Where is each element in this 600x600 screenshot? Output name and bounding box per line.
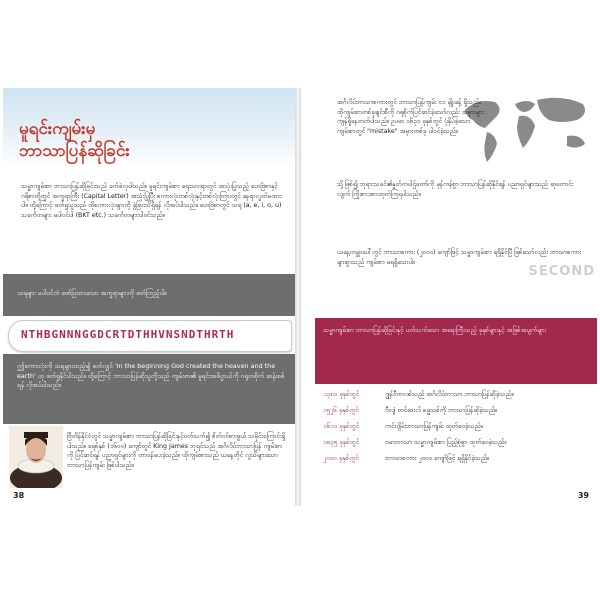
timeline-desc: ကင်းဂျိမ်းဘာသာပြန်ကျမ်း ထုတ်ဝေခဲ့သည်။	[385, 423, 483, 430]
timeline-row	[323, 454, 585, 463]
timeline-date: ၁၆၁၁ ခုနှစ်တွင်	[323, 423, 360, 430]
explanation-text: ဤစကားလုံးကို သရများထည့်၍ ဖတ်လျှင် 'In the beginning God created the heaven and the earth' ဟု ဖတ်ရှုနိုင်ပါသည်။ ထို့ကြောင့် ဘာသာပြန်ဆိုသူတို့သည် ကျမ်းစာ၏ မူရင်းအဓိပ္ပာယ်ကို ဂရုတစိုက် ဆန်းစစ်ရန် လိုအပ်ပါသည်။	[17, 362, 285, 390]
intro-tail: သင်္ကေတများပါဝင်သည်။	[108, 211, 165, 219]
right-paragraph-3: ယနေ့ကမ္ဘာပေါ်တွင် ဘာသာစကား (၂၀၀၀) ကျော်ဖြင့် သမ္မာကျမ်းစာ ရရှိနိုင်ပြီ ဖြစ်သော်လည်း ဘာသာစကားများစွာသည် ကျမ်းစာ မရရှိသေးပါ။	[337, 249, 582, 266]
timeline-desc: ဝီလျံ တင်ဒေးလ် ဓမ္မသစ်ကို ဘာသာပြန်ဆိုခဲ့သည်။	[385, 407, 497, 414]
letters-callout	[8, 320, 292, 352]
right-paragraph-2: သို့ဖြစ်၍ ဘုရားသခင်၏နှုတ်ကပါဌ်တော်ကို မှန်ကန်စွာ ဘာသာပြန်ဆိုနိုင်ရန် ပညာရှင်များသည် ဆုတောင်းလျက် ကြိုးစားအားထုတ်ကြရပါသည်။	[337, 181, 574, 198]
title-line-1: မူရင်းကျမ်းမှ	[19, 119, 96, 139]
timeline-desc: ဘာသာစကား ၂၀၀၀ ကျော်ဖြင့် ရရှိနိုင်ခဲ့သည်။	[385, 455, 489, 462]
letters-text: NTHBGNNNGGDCRTDTHHVNSNDTHRTH	[21, 328, 235, 341]
right-page	[301, 88, 597, 506]
page-title	[19, 118, 279, 162]
timeline-row	[323, 422, 585, 431]
timeline-row	[323, 406, 585, 415]
timeline-date: ၂၀၀၀ ခုနှစ်တွင်	[323, 455, 359, 462]
page-number-right: 39	[577, 491, 589, 500]
intro-text: သမ္မာကျမ်းစာ ဘာသာပြန်ဆိုခြင်းသည် ခက်ခဲလှပါသည်။ မူရင်းကျမ်းစာ ရေးသားရာတွင် အသုံးပြုသည့် ဟေဗြဲစာနှင့် ဂရိစာတို့တွင် အက္ခရာကြီး (Capital Letter) အသုံးပြုပြီး စကားလုံးတစ်လုံးနှင့်တစ်လုံးကြားတွင် နေရာလွတ်မထားပါ။ ထို့ကြောင့် ဖတ်ရှုသူသည် ထိုစကားလုံးများကို ခွဲခြားသိရှိရန် လိုအပ်ပါသည်။ ဟေဗြဲစာတွင် သရ (a, e, i, o, u) သင်္ကေတများ မပါဝင်ပါ (BKT etc.)	[21, 183, 282, 219]
timeline-row	[323, 390, 585, 399]
maroon-heading: သမ္မာကျမ်းစာ ဘာသာပြန်ဆိုခြင်းနှင့် ပတ်သက်သော အရေးကြီးသည့် ခုနှစ်များနှင့် အဖြစ်အပျက်များ	[323, 327, 546, 334]
history-paragraph: ဗြိတိန်နိုင်ငံတွင် သမ္မာကျမ်းစာ ဘာသာပြန်ဆိုခြင်းနှင့်ပတ်သက်၍ စိတ်ဝင်စားဖွယ် သမိုင်းကြောင်းရှိပါသည်။ ခရစ်နှစ် (၁၆၀၀) ကျော်တွင် King James ဘုရင်သည် အင်္ဂလိပ်ဘာသာပြန် ကျမ်းစာကို ပြင်ဆင်ရန် ပညာရှင်များကို တာဝန်ပေးခဲ့သည်။ ထိုကျမ်းစာသည် ယနေ့တိုင် လူသိများသော ဘာသာပြန်ကျမ်း ဖြစ်ပါသည်။	[67, 433, 286, 469]
timeline-date: ၁၃၈၀ ခုနှစ်တွင်	[323, 391, 360, 398]
left-page	[3, 88, 295, 506]
title-line-2: ဘာသာပြန်ဆိုခြင်း	[19, 141, 130, 161]
watermark-text: SECOND	[528, 264, 595, 279]
intro-paragraph	[21, 182, 283, 220]
page-number-left: 38	[13, 491, 25, 500]
king-james-portrait-icon	[9, 426, 63, 488]
timeline-date: ၁၈၃၅ ခုနှစ်တွင်	[323, 439, 360, 446]
timeline-desc: ဗမာဘာသာ သမ္မာကျမ်းစာ ပြည့်စုံစွာ ထုတ်ဝေခဲ့သည်။	[385, 439, 507, 446]
timeline-desc: ဂျွန်ဝီကလစ်သည် အင်္ဂလိပ်ဘာသာ ဘာသာပြန်ဆိုခဲ့သည်။	[385, 391, 514, 398]
right-intro: အင်္ဂလိပ်ဘာသာစကားတွင် ဘာသာပြန်ကျမ်း ၀၁ မျိုးခန့် ရှိသည်။ ထိုကျမ်းစာတစ်ခုချင်းစီကို ဂရုစိုက်ပြင်ဆင်ခဲ့သော်လည်း အမှားများ ကျန်ရှိနေတတ်ပါသည်။ ဥပမာ ၁၆၃၁ ခုနှစ်တွင် ပုံနှိပ်ခဲ့သော ကျမ်းစာတွင် "mistake" အမှားတစ်ခု ပါဝင်ခဲ့သည်။	[337, 99, 485, 135]
timeline-row	[323, 438, 585, 447]
timeline-date: ၁၅၂၆ ခုနှစ်တွင်	[323, 407, 359, 414]
band-caption: သရများ မပါဝင်ဘဲ ဖော်ပြထားသော အက္ခရာများကို ဖတ်ကြည့်ပါ။	[17, 289, 167, 297]
